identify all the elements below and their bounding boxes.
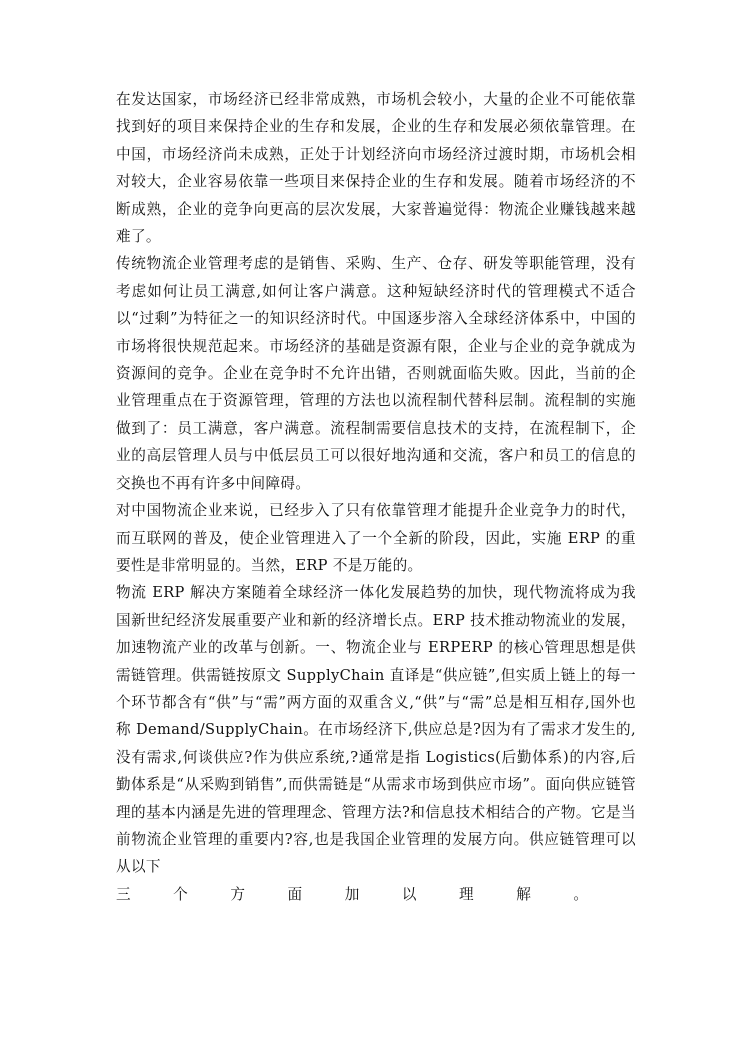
final-line-char: 以	[401, 885, 417, 903]
final-line-char: 面	[287, 885, 303, 903]
paragraph-3: 对中国物流企业来说，已经步入了只有依靠管理才能提升企业竞争力的时代，而互联网的普及，使企业管理进入了一个全新的阶段，因此，实施 ERP 的重要性是非常明显的。当然，ERP 不是万能的。	[116, 502, 636, 574]
final-line-char: 个	[173, 885, 188, 903]
final-line-char: 理	[459, 885, 474, 903]
final-line-char: 方	[230, 885, 245, 903]
paragraph-4-final-line	[116, 881, 588, 908]
final-line-char: 。	[573, 885, 588, 903]
paragraph-4: 物流 ERP 解决方案随着全球经济一体化发展趋势的加快，现代物流将成为我国新世纪经济发展重要产业和新的经济增长点。ERP 技术推动物流业的发展，加速物流产业的改革与创新。一、物流企业与 ERPERP 的核心管理思想是供需链管理。供需链按原文 SupplyChain 直译是“供应链”,但实质上链上的每一个环节都含有“供”与“需”两方面的双重含义,“供”与“需”总是相互相存,国外也称 Demand/SupplyChain。在市场经济下,供应总是?因为有了需求才发生的,没有需求,何谈供应?作为供应系统,?通常是指 Logistics(后勤体系)的内容,后勤体系是“从采购到销售”,而供需链是“从需求市场到供应市场”。面向供应链管理的基本内涵是先进的管理理念、管理方法?和信息技术相结合的产物。它是当前物流企业管理的重要内?容,也是我国企业管理的发展方向。供应链管理可以从以下	[116, 584, 636, 876]
paragraph-2: 传统物流企业管理考虑的是销售、采购、生产、仓存、研发等职能管理，没有考虑如何让员工满意,如何让客户满意。这种短缺经济时代的管理模式不适合以“过剩”为特征之一的知识经济时代。中国逐步溶入全球经济体系中，中国的市场将很快规范起来。市场经济的基础是资源有限，企业与企业的竞争就成为资源间的竞争。企业在竞争时不允许出错，否则就面临失败。因此，当前的企业管理重点在于资源管理，管理的方法也以流程制代替科层制。流程制的实施做到了：员工满意，客户满意。流程制需要信息技术的支持，在流程制下，企业的高层管理人员与中低层员工可以很好地沟通和交流，客户和员工的信息的交换也不再有许多中间障碍。	[116, 255, 636, 492]
final-line-char: 加	[344, 885, 360, 903]
final-line-char: 解	[516, 885, 531, 903]
document-body	[116, 86, 636, 908]
final-line-char: 三	[116, 885, 131, 903]
paragraph-1: 在发达国家，市场经济已经非常成熟，市场机会较小，大量的企业不可能依靠找到好的项目来保持企业的生存和发展，企业的生存和发展必须依靠管理。在中国，市场经济尚未成熟，正处于计划经济向市场经济过渡时期，市场机会相对较大，企业容易依靠一些项目来保持企业的生存和发展。随着市场经济的不断成熟，企业的竞争向更高的层次发展，大家普遍觉得：物流企业赚钱越来越难了。	[116, 91, 636, 246]
